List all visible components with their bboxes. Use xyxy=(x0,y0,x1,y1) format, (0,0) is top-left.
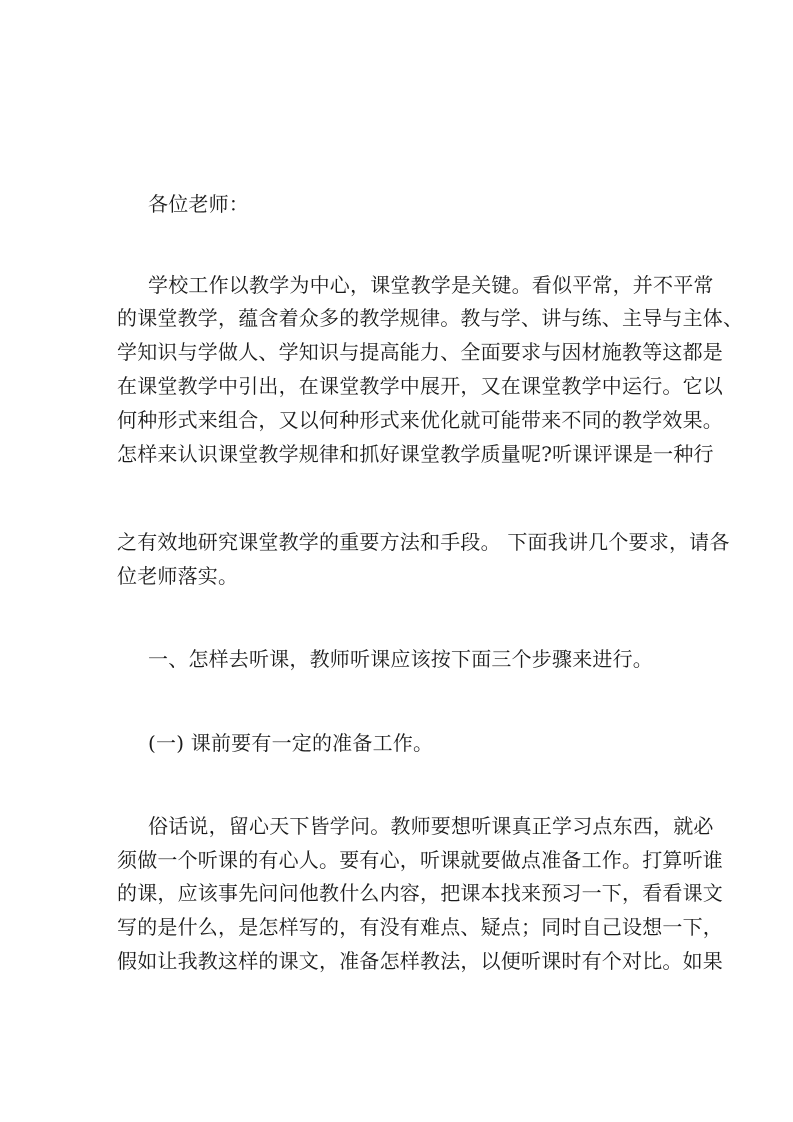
paragraph-line: 怎样来认识课堂教学规律和抓好课堂教学质量呢?听课评课是一种行 xyxy=(117,442,714,466)
paragraph-line: 位老师落实。 xyxy=(117,564,239,588)
paragraph-line: 须做一个听课的有心人。要有心，听课就要做点准备工作。打算听谁 xyxy=(117,848,723,872)
salutation: 各位老师： xyxy=(148,192,249,216)
paragraph-line: 之有效地研究课堂教学的重要方法和手段。 下面我讲几个要求，请各 xyxy=(117,530,730,554)
paragraph-line: 学知识与学做人、学知识与提高能力、全面要求与因材施教等这都是 xyxy=(117,340,723,364)
paragraph-line: 俗话说，留心天下皆学问。教师要想听课真正学习点东西，就必 xyxy=(148,814,714,838)
paragraph-line: 写的是什么，是怎样写的，有没有难点、疑点；同时自己设想一下， xyxy=(117,915,723,939)
paragraph-line: 的课，应该事先问问他教什么内容，把课本找来预习一下，看看课文 xyxy=(117,881,723,905)
paragraph-line: 何种形式来组合，又以何种形式来优化就可能带来不同的教学效果。 xyxy=(117,408,723,432)
paragraph-line: 学校工作以教学为中心，课堂教学是关键。看似平常，并不平常 xyxy=(148,273,714,297)
section-heading-1: 一、怎样去听课，教师听课应该按下面三个步骤来进行。 xyxy=(148,647,653,671)
paragraph-line: 的课堂教学，蕴含着众多的教学规律。教与学、讲与练、主导与主体、 xyxy=(117,306,744,330)
subsection-heading-1: (一) 课前要有一定的准备工作。 xyxy=(148,731,434,755)
paragraph-line: 在课堂教学中引出，在课堂教学中展开，又在课堂教学中运行。它以 xyxy=(117,374,723,398)
paragraph-line: 假如让我教这样的课文，准备怎样教法，以便听课时有个对比。如果 xyxy=(117,949,723,973)
